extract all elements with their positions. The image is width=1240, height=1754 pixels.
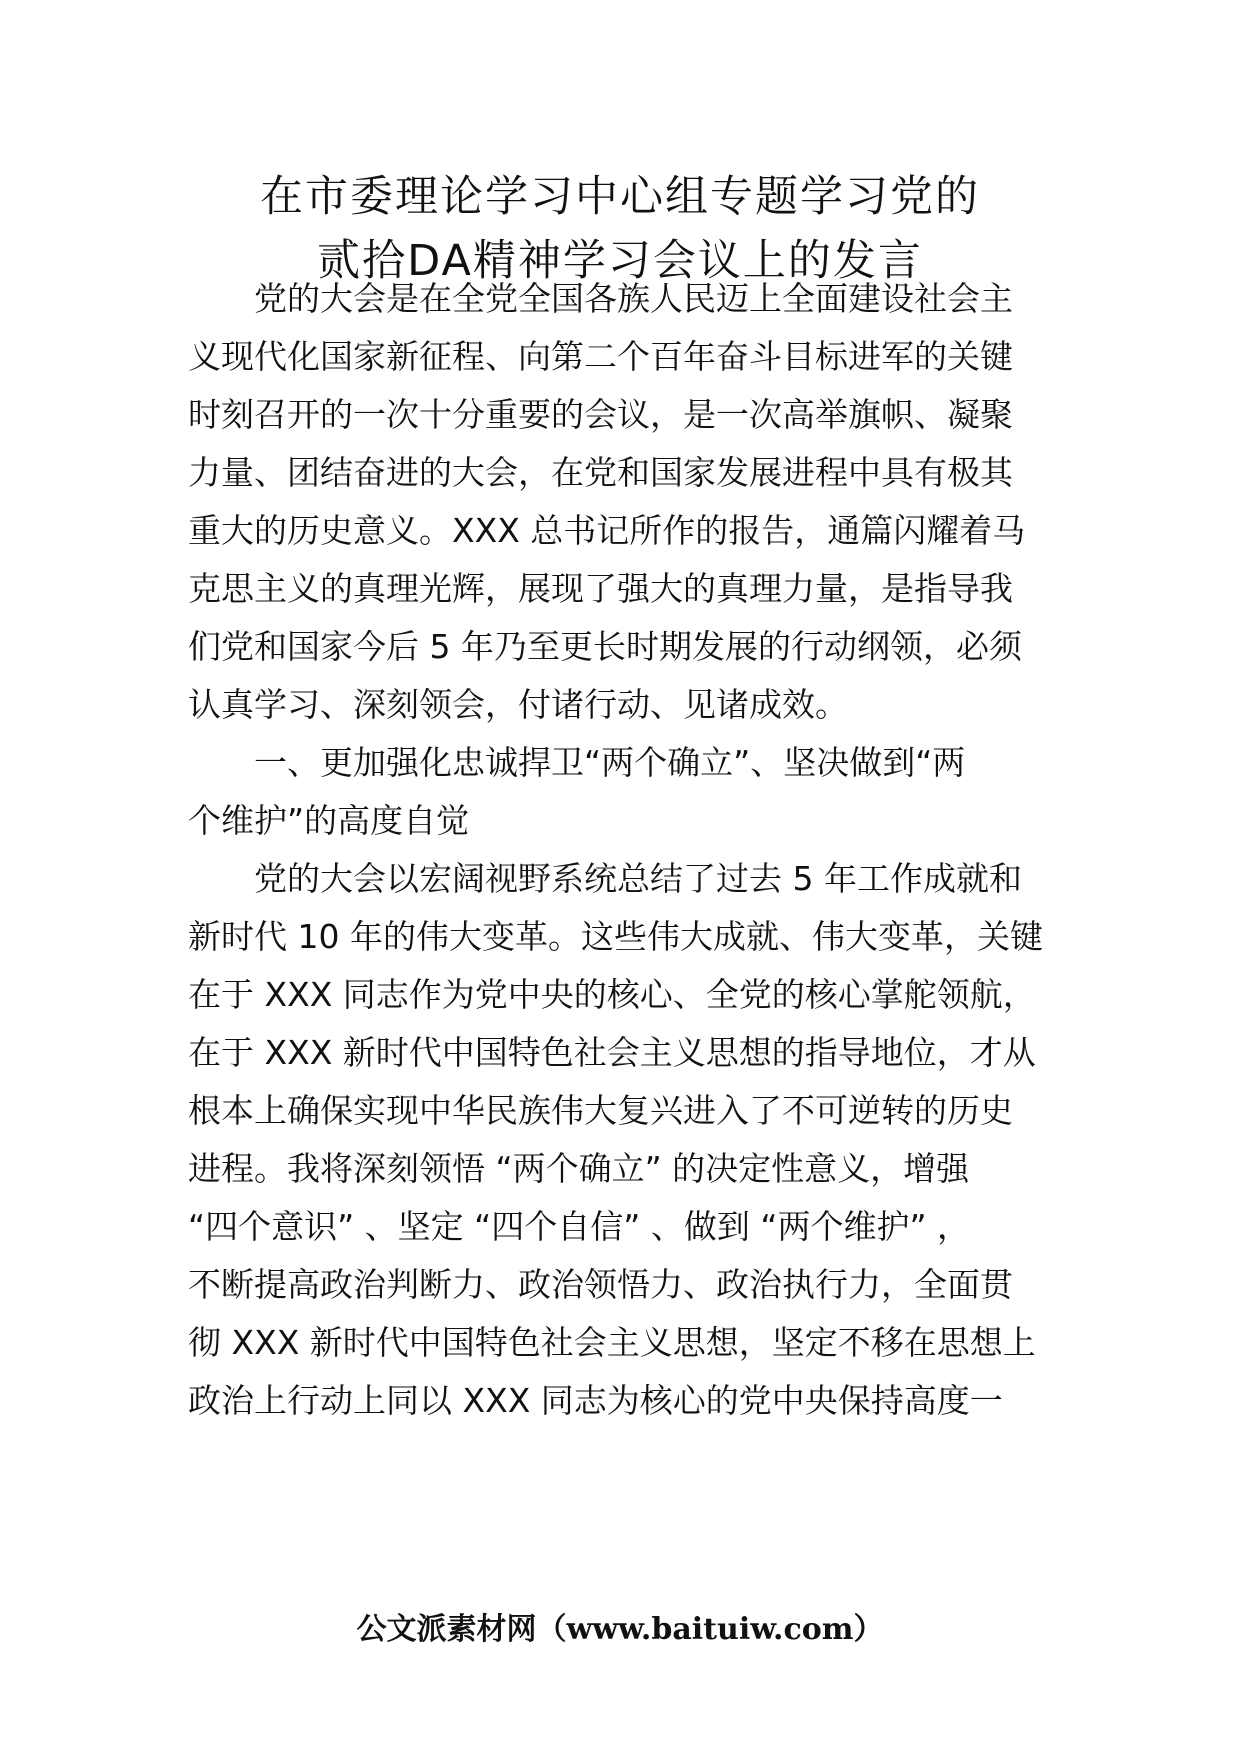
body-line: 认真学习、深刻领会，付诸行动、见诸成效。 (188, 685, 848, 724)
page-footer-watermark: 公文派素材网（www.baituiw.com） (356, 1612, 884, 1647)
body-line: 进程。我将深刻领悟 “两个确立” 的决定性意义，增强 (188, 1149, 970, 1188)
body-line: 不断提高政治判断力、政治领悟力、政治执行力，全面贯 (188, 1265, 1013, 1304)
body-line: 政治上行动上同以 XXX 同志为核心的党中央保持高度一 (188, 1381, 1003, 1420)
section-heading-line-1: 一、更加强化忠诚捍卫“两个确立”、坚决做到“两 (254, 743, 966, 782)
body-line: 在于 XXX 同志作为党中央的核心、全党的核心掌舵领航， (188, 975, 1036, 1014)
body-line: 新时代 10 年的伟大变革。这些伟大成就、伟大变革，关键 (188, 917, 1043, 956)
body-line: 在于 XXX 新时代中国特色社会主义思想的指导地位，才从 (188, 1033, 1036, 1072)
body-line: 克思主义的真理光辉，展现了强大的真理力量，是指导我 (188, 569, 1013, 608)
body-line: “四个意识” 、坚定 “四个自信” 、做到 “两个维护” ， (188, 1207, 971, 1246)
body-line: 党的大会以宏阔视野系统总结了过去 5 年工作成就和 (254, 859, 1022, 898)
body-line: 重大的历史意义。XXX 总书记所作的报告，通篇闪耀着马 (188, 511, 1026, 550)
document-title-line-1: 在市委理论学习中心组专题学习党的 (260, 172, 980, 222)
body-line: 力量、团结奋进的大会，在党和国家发展进程中具有极其 (188, 453, 1013, 492)
body-line: 们党和国家今后 5 年乃至更长时期发展的行动纲领，必须 (188, 627, 1022, 666)
body-line: 彻 XXX 新时代中国特色社会主义思想，坚定不移在思想上 (188, 1323, 1036, 1362)
body-line: 义现代化国家新征程、向第二个百年奋斗目标进军的关键 (188, 337, 1013, 376)
body-line: 根本上确保实现中华民族伟大复兴进入了不可逆转的历史 (188, 1091, 1013, 1130)
section-heading-line-2: 个维护”的高度自觉 (188, 801, 470, 840)
body-line: 时刻召开的一次十分重要的会议，是一次高举旗帜、凝聚 (188, 395, 1013, 434)
document-title-line-2: 贰拾DA精神学习会议上的发言 (317, 236, 923, 286)
body-line: 党的大会是在全党全国各族人民迈上全面建设社会主 (254, 279, 1013, 318)
